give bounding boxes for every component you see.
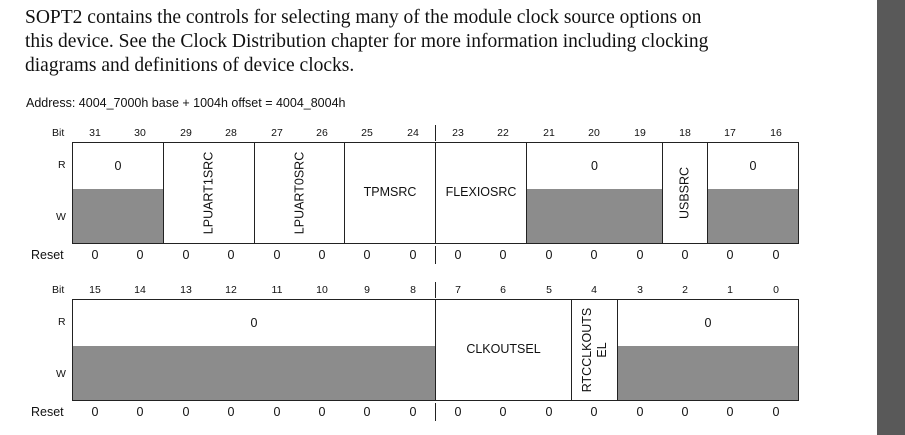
reset-value: 0: [681, 405, 689, 419]
bit-number: 11: [271, 284, 283, 296]
field-label: [580, 308, 610, 393]
read-row-label: R: [58, 316, 66, 328]
field-reserved-17-16: [708, 143, 798, 243]
bit-row-label: Bit: [52, 127, 65, 139]
reset-value: 0: [590, 248, 598, 262]
reset-value: 0: [590, 405, 598, 419]
reset-value: 0: [772, 405, 780, 419]
reset-value: 0: [409, 248, 417, 262]
bit-number: 14: [134, 284, 146, 296]
bit-number: 13: [180, 284, 192, 296]
write-row-label: W: [56, 211, 66, 223]
write-reserved-shade: [73, 346, 435, 400]
viewer-scrollbar[interactable]: [877, 0, 905, 435]
reset-value: 0: [273, 405, 281, 419]
bit-number: 29: [180, 127, 192, 139]
reset-value: 0: [636, 405, 644, 419]
register-address: Address: 4004_7000h base + 1004h offset = 4004_8004h: [26, 96, 346, 110]
description-paragraph: [25, 6, 815, 78]
field-label: LPUART1SRC: [201, 151, 216, 235]
reset-value: 0: [454, 248, 462, 262]
field-label: CLKOUTSEL: [466, 342, 541, 356]
register-field-box: [72, 142, 799, 244]
bit-number: 21: [543, 127, 555, 139]
field-lpuart1src: [164, 143, 255, 243]
write-reserved-shade: [708, 189, 798, 243]
byte-divider: [435, 246, 436, 264]
bit-number: 25: [361, 127, 373, 139]
field-rtcclkoutsel: [572, 300, 618, 400]
write-reserved-shade: [73, 189, 163, 243]
register-field-box: [72, 299, 799, 401]
reserved-value: 0: [250, 316, 258, 330]
reset-value: 0: [227, 405, 235, 419]
reset-value: 0: [363, 405, 371, 419]
reserved-value: 0: [704, 316, 712, 330]
field-clkoutsel: [436, 300, 572, 400]
field-reserved-21-19: [527, 143, 663, 243]
bit-number: 17: [724, 127, 736, 139]
field-lpuart0src: [255, 143, 345, 243]
reset-value: 0: [91, 248, 99, 262]
reserved-value: 0: [591, 159, 598, 173]
read-row-label: R: [58, 159, 66, 171]
reset-value: 0: [273, 248, 281, 262]
bit-row-label: Bit: [52, 284, 65, 296]
reset-value: 0: [136, 248, 144, 262]
bit-number: 18: [679, 127, 691, 139]
reset-value: 0: [545, 248, 553, 262]
reset-value: 0: [636, 248, 644, 262]
bit-number: 6: [500, 284, 506, 296]
bit-number: 31: [89, 127, 101, 139]
bit-number: 24: [407, 127, 419, 139]
field-reserved-15-8: [73, 300, 436, 400]
bit-number: 28: [225, 127, 237, 139]
byte-divider: [435, 282, 436, 298]
bit-number: 2: [682, 284, 688, 296]
field-label: TPMSRC: [363, 185, 417, 199]
field-usbsrc: [663, 143, 708, 243]
reset-value: 0: [363, 248, 371, 262]
write-row-label: W: [56, 368, 66, 380]
field-label-line-1: RTCCLKOUTS: [579, 307, 594, 393]
write-reserved-shade: [527, 189, 662, 243]
reserved-value: 0: [114, 159, 122, 173]
reset-value: 0: [182, 405, 190, 419]
reset-row-label: Reset: [31, 248, 64, 262]
reset-value: 0: [91, 405, 99, 419]
bit-number: 12: [225, 284, 237, 296]
reset-value: 0: [454, 405, 462, 419]
byte-divider: [435, 125, 436, 141]
reset-value: 0: [182, 248, 190, 262]
bit-number: 5: [546, 284, 552, 296]
reset-value: 0: [318, 248, 326, 262]
description-line-3: diagrams and definitions of device clocks.: [25, 55, 355, 76]
reset-value: 0: [136, 405, 144, 419]
bit-number: 20: [588, 127, 600, 139]
bit-number: 23: [452, 127, 464, 139]
bit-number: 0: [773, 284, 779, 296]
description-line-2: this device. See the Clock Distribution chapter for more information including clocking: [25, 31, 709, 52]
reset-value: 0: [681, 248, 689, 262]
reset-value: 0: [409, 405, 417, 419]
reset-value: 0: [318, 405, 326, 419]
field-label: USBSRC: [677, 166, 692, 220]
bit-number: 3: [637, 284, 643, 296]
bit-number: 4: [591, 284, 597, 296]
reset-value: 0: [726, 248, 734, 262]
byte-divider: [435, 403, 436, 421]
field-reserved-3-0: [618, 300, 798, 400]
reset-value: 0: [772, 248, 780, 262]
reset-value: 0: [726, 405, 734, 419]
reset-value: 0: [545, 405, 553, 419]
reset-row-label: Reset: [31, 405, 64, 419]
reset-value: 0: [499, 405, 507, 419]
bit-number: 26: [316, 127, 328, 139]
write-reserved-shade: [618, 346, 798, 400]
bit-number: 1: [727, 284, 733, 296]
bit-number: 8: [410, 284, 416, 296]
bit-number: 10: [316, 284, 328, 296]
field-reserved-31-30: [73, 143, 164, 243]
bit-number: 30: [134, 127, 146, 139]
bit-number: 16: [770, 127, 782, 139]
field-tpmsrc: [345, 143, 436, 243]
reset-value: 0: [227, 248, 235, 262]
bit-number: 27: [271, 127, 283, 139]
bit-number: 7: [455, 284, 461, 296]
bit-number: 15: [89, 284, 101, 296]
bit-number: 19: [634, 127, 646, 139]
field-label-line-2: EL: [594, 342, 609, 358]
bit-number: 9: [364, 284, 370, 296]
reserved-value: 0: [749, 159, 757, 173]
field-flexiosrc: [436, 143, 527, 243]
field-label: LPUART0SRC: [292, 151, 306, 235]
description-line-1: SOPT2 contains the controls for selecting many of the module clock source options on: [25, 7, 702, 28]
bit-number: 22: [497, 127, 509, 139]
field-label: FLEXIOSRC: [445, 185, 517, 199]
reset-value: 0: [499, 248, 507, 262]
